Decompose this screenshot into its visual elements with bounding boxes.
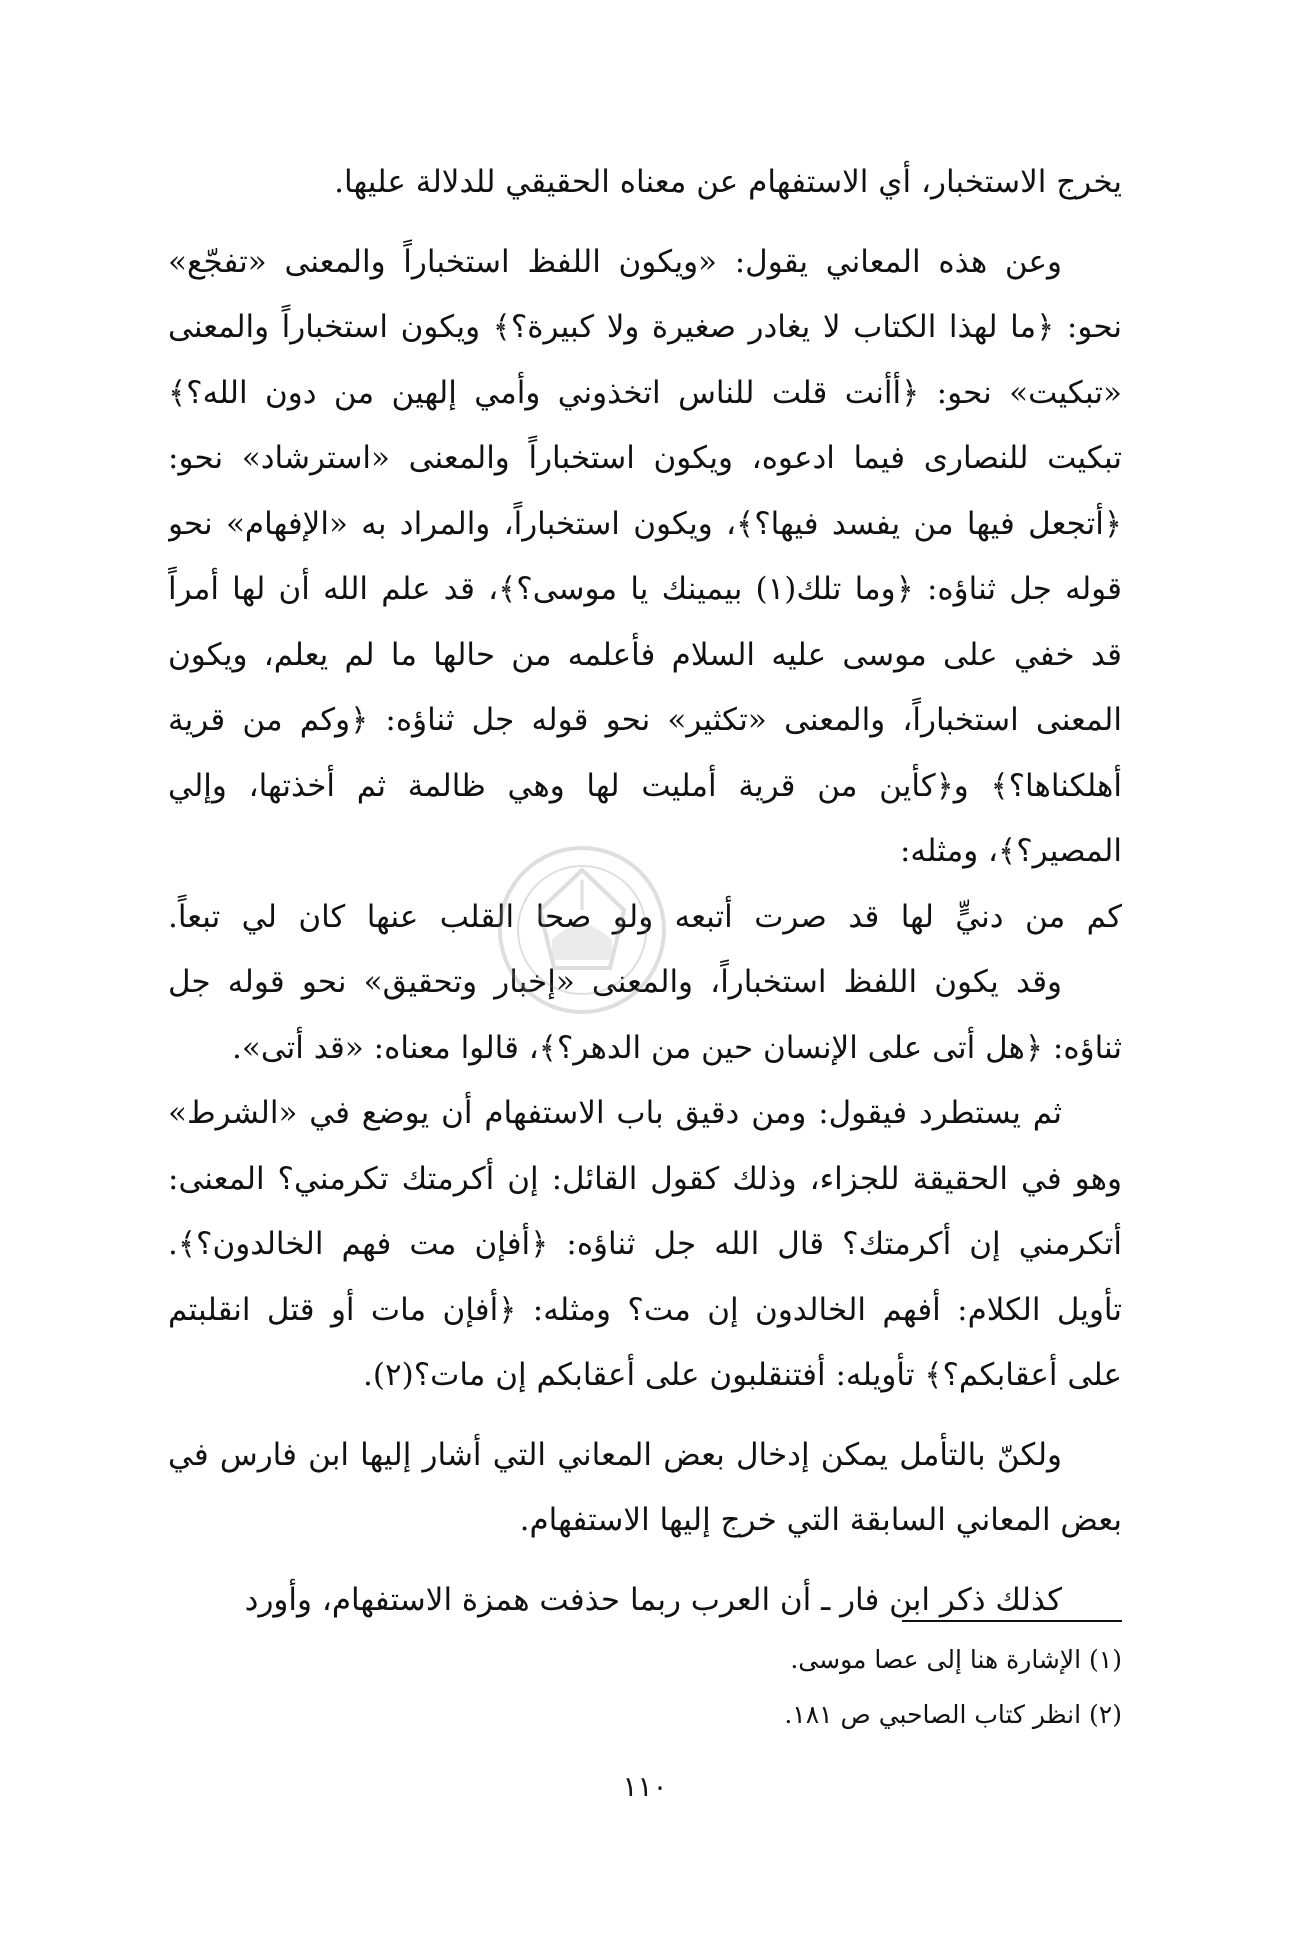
paragraph-gap xyxy=(168,1554,1122,1568)
footnote-2: (٢) انظر كتاب الصاحبي ص ١٨١. xyxy=(784,1700,1122,1729)
text-line: وهو في الحقيقة للجزاء، وذلك كقول القائل: إن أكرمتك تكرمني؟ المعنى: xyxy=(168,1160,1122,1197)
text-line: «تبكيت» نحو: ﴿أأنت قلت للناس اتخذوني وأمي إلهين من دون الله؟﴾ xyxy=(168,374,1122,411)
text-line: قوله جل ثناؤه: ﴿وما تلك(١) بيمينك يا موسى؟﴾، قد علم الله أن لها أمراً xyxy=(168,571,1122,607)
text-line: ثم يستطرد فيقول: ومن دقيق باب الاستفهام أن يوضع في «الشرط» xyxy=(168,1095,1062,1131)
text-line: بعض المعاني السابقة التي خرج إليها الاستفهام. xyxy=(519,1502,1122,1538)
text-line: ولكنّ بالتأمل يمكن إدخال بعض المعاني التي أشار إليها ابن فارس في xyxy=(168,1436,1062,1473)
footnotes xyxy=(168,1632,1122,1742)
paragraph-gap xyxy=(168,216,1122,230)
text-line: ﴿أتجعل فيها من يفسد فيها؟﴾، ويكون استخباراً، والمراد به «الإفهام» نحو xyxy=(168,505,1122,542)
text-line: تبكيت للنصارى فيما ادعوه، ويكون استخباراً والمعنى «استرشاد» نحو: xyxy=(168,440,1122,476)
text-line: أهلكناها؟﴾ و﴿كأين من قرية أمليت لها وهي ظالمة ثم أخذتها، وإلي xyxy=(168,767,1122,804)
text-line: المصير؟﴾، ومثله: xyxy=(899,833,1122,869)
text-line: ثناؤه: ﴿هل أتى على الإنسان حين من الدهر؟﴾، قالوا معناه: «قد أتى». xyxy=(232,1029,1122,1066)
poetry-verse: كم من دنيٍّ لها قد صرت أتبعه ولو صحا القلب عنها كان لي تبعاً. xyxy=(168,898,1122,935)
text-line: كذلك ذكر ابن فار ـ أن العرب ربما حذفت همزة الاستفهام، وأورد xyxy=(244,1581,1062,1618)
text-line: وقد يكون اللفظ استخباراً، والمعنى «إخبار وتحقيق» نحو قوله جل xyxy=(168,964,1062,1000)
text-line: يخرج الاستخبار، أي الاستفهام عن معناه الحقيقي للدلالة عليها. xyxy=(334,164,1122,200)
page-number: ١١٠ xyxy=(622,1770,668,1803)
text-line: أتكرمني إن أكرمتك؟ قال الله جل ثناؤه: ﴿أفإن مت فهم الخالدون؟﴾. xyxy=(168,1226,1122,1262)
footnote-divider xyxy=(902,1620,1122,1622)
text-line: تأويل الكلام: أفهم الخالدون إن مت؟ ومثله: ﴿أفإن مات أو قتل انقلبتم xyxy=(168,1291,1122,1328)
library-seal-watermark-icon xyxy=(492,840,672,1020)
paragraph-gap xyxy=(168,1409,1122,1423)
text-line: قد خفي على موسى عليه السلام فأعلمه من حالها ما لم يعلم، ويكون xyxy=(168,636,1122,673)
footnote-1: (١) الإشارة هنا إلى عصا موسى. xyxy=(790,1645,1122,1674)
text-line: المعنى استخباراً، والمعنى «تكثير» نحو قوله جل ثناؤه: ﴿وكم من قرية xyxy=(168,702,1122,738)
text-line: نحو: ﴿ما لهذا الكتاب لا يغادر صغيرة ولا كبيرة؟﴾ ويكون استخباراً والمعنى xyxy=(168,309,1122,345)
text-line: وعن هذه المعاني يقول: «ويكون اللفظ استخباراً والمعنى «تفجّع» xyxy=(168,243,1062,280)
text-line: على أعقابكم؟﴾ تأويله: أفتنقلبون على أعقابكم إن مات؟(٢). xyxy=(362,1357,1122,1393)
